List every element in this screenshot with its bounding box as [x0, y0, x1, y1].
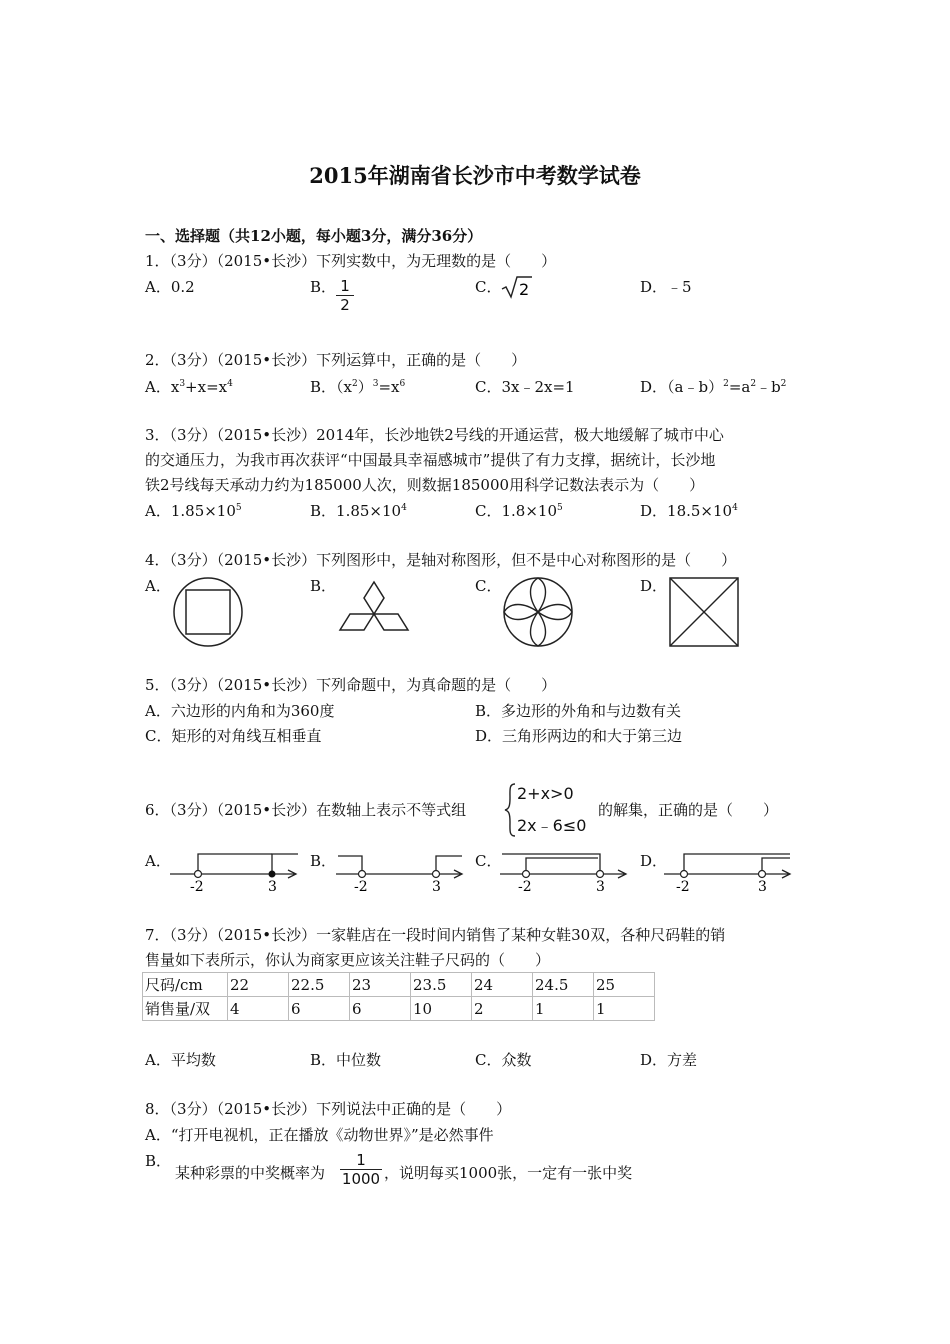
circle-square-figure-icon — [172, 576, 244, 648]
q6-c-label[interactable]: C． — [475, 852, 502, 870]
q3-b-label: B． — [310, 502, 337, 520]
q7-option-c[interactable]: C．众数 — [475, 1051, 532, 1069]
q6-b-numberline — [334, 846, 469, 898]
table-cell: 22.5 — [289, 973, 350, 997]
q1-d-text: ﹣5 — [667, 278, 692, 296]
table-cell: 22 — [228, 973, 289, 997]
q1-c-radicand: 2 — [519, 280, 530, 299]
q7-line-2: 售量如下表所示，你认为商家更应该关注鞋子尺码的（ ） — [145, 951, 551, 969]
q4-a-figure — [172, 576, 244, 652]
q1-c-label[interactable]: C． — [475, 278, 502, 296]
table-cell: 销售量/双 — [143, 997, 228, 1021]
q8-b-fraction — [340, 1151, 382, 1188]
q3-line-2: 的交通压力，为我市再次获评“中国最具幸福感城市”提供了有力支撑，据统计，长沙地 — [145, 451, 716, 469]
q6-a-label[interactable]: A． — [145, 852, 171, 870]
square-diagonals-figure-icon — [668, 576, 740, 648]
four-petal-circle-figure-icon — [502, 576, 574, 648]
q8-b-label[interactable]: B． — [145, 1152, 172, 1170]
tick-label-right: 3 — [758, 879, 767, 894]
q4-c-figure — [502, 576, 574, 652]
q6-stem-post: 的解集，正确的是（ ） — [598, 801, 779, 819]
q7-line-1: 7．（3分）（2015•长沙）一家鞋店在一段时间内销售了某种女鞋30双，各种尺码鞋的销 — [145, 926, 726, 944]
q2-c-label: C． — [475, 378, 502, 396]
table-row — [143, 997, 655, 1021]
table-cell: 23.5 — [411, 973, 472, 997]
table-cell: 10 — [411, 997, 472, 1021]
table-cell: 2 — [472, 997, 533, 1021]
q8-b-numerator: 1 — [356, 1151, 366, 1169]
q1-a-text: 0.2 — [170, 278, 195, 296]
q6-b-label[interactable]: B． — [310, 852, 337, 870]
q6-inequality-1: 2+x>0 — [517, 784, 574, 803]
q8-option-a[interactable]: A．“打开电视机，正在播放《动物世界》”是必然事件 — [145, 1126, 494, 1144]
number-line-figure-icon — [662, 846, 797, 894]
table-cell: 6 — [289, 997, 350, 1021]
q7-option-a[interactable]: A．平均数 — [145, 1051, 216, 1069]
q1-a-label: A． — [145, 278, 171, 296]
q7-option-b[interactable]: B．中位数 — [310, 1051, 382, 1069]
q1-c-sqrt — [500, 274, 534, 304]
q4-stem: 4．（3分）（2015•长沙）下列图形中，是轴对称图形，但不是中心对称图形的是（ ） — [145, 551, 737, 569]
q2-option-c[interactable] — [475, 377, 575, 397]
section-heading: 一、选择题（共12小题，每小题3分，满分36分） — [145, 227, 483, 245]
q3-a-label: A． — [145, 502, 171, 520]
sqrt-symbol-icon — [500, 274, 534, 300]
q1-b-fraction — [336, 277, 354, 314]
page-title: 2015年湖南省长沙市中考数学试卷 — [309, 163, 641, 188]
tick-label-left: -2 — [354, 879, 368, 894]
q8-stem: 8．（3分）（2015•长沙）下列说法中正确的是（ ） — [145, 1100, 512, 1118]
q6-c-numberline — [498, 846, 633, 898]
q3-option-c[interactable]: C．$1.8\times 10^5$ — [475, 502, 563, 520]
q1-b-numerator: 1 — [340, 277, 350, 295]
q1-stem: 1．（3分）（2015•长沙）下列实数中，为无理数的是（ ） — [145, 252, 557, 270]
table-cell: 6 — [350, 997, 411, 1021]
q5-option-a[interactable]: A．六边形的内角和为360度 — [145, 702, 335, 720]
tick-label-left: -2 — [676, 879, 690, 894]
q4-b-figure — [336, 580, 412, 648]
q1-d-label: D． — [640, 278, 668, 296]
q1-b-denominator: 2 — [340, 296, 350, 314]
table-cell: 4 — [228, 997, 289, 1021]
q6-d-numberline — [662, 846, 797, 898]
q4-b-label[interactable]: B． — [310, 577, 337, 595]
tick-label-right: 3 — [432, 879, 441, 894]
q4-d-figure — [668, 576, 740, 652]
q3-option-b[interactable]: B．$1.85\times 10^4$ — [310, 502, 407, 520]
q8-b-post: ，说明每买1000张，一定有一张中奖 — [384, 1164, 633, 1182]
table-cell: 23 — [350, 973, 411, 997]
q2-c-text: 3x﹣2x=1 — [501, 378, 575, 396]
q4-a-label[interactable]: A． — [145, 577, 171, 595]
q2-b-label: B． — [310, 378, 337, 396]
q2-a-label: A． — [145, 378, 171, 396]
q1-option-a[interactable] — [145, 277, 195, 297]
left-brace-icon — [503, 782, 517, 838]
tick-label-right: 3 — [596, 879, 605, 894]
q5-option-b[interactable]: B．多边形的外角和与边数有关 — [475, 702, 682, 720]
q1-option-d[interactable] — [640, 277, 692, 297]
q5-option-d[interactable]: D．三角形两边的和大于第三边 — [475, 727, 683, 745]
table-cell: 1 — [533, 997, 594, 1021]
tick-label-left: -2 — [190, 879, 204, 894]
q5-stem: 5．（3分）（2015•长沙）下列命题中，为真命题的是（ ） — [145, 676, 557, 694]
q3-line-3: 铁2号线每天承动力约为185000人次，则数据185000用科学记数法表示为（ ） — [145, 476, 705, 494]
q3-c-label: C． — [475, 502, 502, 520]
q2-stem: 2．（3分）（2015•长沙）下列运算中，正确的是（ ） — [145, 351, 527, 369]
q3-line-1: 3．（3分）（2015•长沙）2014年，长沙地铁2号线的开通运营，极大地缓解了城市中心 — [145, 426, 724, 444]
q2-option-d[interactable]: D．$(a﹣b)^2=a^2﹣b^2$ — [640, 378, 787, 396]
size-sales-table — [142, 972, 655, 1021]
tick-label-left: -2 — [518, 879, 532, 894]
q1-b-label[interactable]: B． — [310, 278, 337, 296]
q3-option-d[interactable]: D．$18.5\times 10^4$ — [640, 502, 738, 520]
table-cell: 25 — [594, 973, 655, 997]
q7-option-d[interactable]: D．方差 — [640, 1051, 698, 1069]
table-row — [143, 973, 655, 997]
table-cell: 尺码/cm — [143, 973, 228, 997]
q6-inequality-2: 2x﹣6≤0 — [517, 816, 587, 835]
q2-d-label: D． — [640, 378, 668, 396]
number-line-figure-icon — [168, 846, 303, 894]
q8-b-denominator: 1000 — [341, 1170, 381, 1188]
three-diamonds-figure-icon — [336, 580, 412, 644]
tick-label-right: 3 — [268, 879, 277, 894]
q6-a-numberline — [168, 846, 303, 898]
q3-option-a[interactable]: A．$1.85\times 10^5$ — [145, 502, 242, 520]
number-line-figure-icon — [498, 846, 633, 894]
q3-d-label: D． — [640, 502, 668, 520]
q4-d-label[interactable]: D． — [640, 577, 668, 595]
q5-option-c[interactable]: C．矩形的对角线互相垂直 — [145, 727, 322, 745]
table-cell: 24.5 — [533, 973, 594, 997]
q6-stem-pre: 6．（3分）（2015•长沙）在数轴上表示不等式组 — [145, 801, 467, 819]
q4-c-label[interactable]: C． — [475, 577, 502, 595]
q8-b-pre: 某种彩票的中奖概率为 — [175, 1164, 326, 1182]
q2-option-b[interactable]: B．$(x^2)^3=x^6$ — [310, 378, 406, 396]
table-cell: 24 — [472, 973, 533, 997]
q6-d-label[interactable]: D． — [640, 852, 668, 870]
q6-inequality-system — [503, 782, 598, 838]
number-line-figure-icon — [334, 846, 469, 894]
q2-option-a[interactable]: A．$x^3+x=x^4$ — [145, 378, 233, 396]
table-cell: 1 — [594, 997, 655, 1021]
